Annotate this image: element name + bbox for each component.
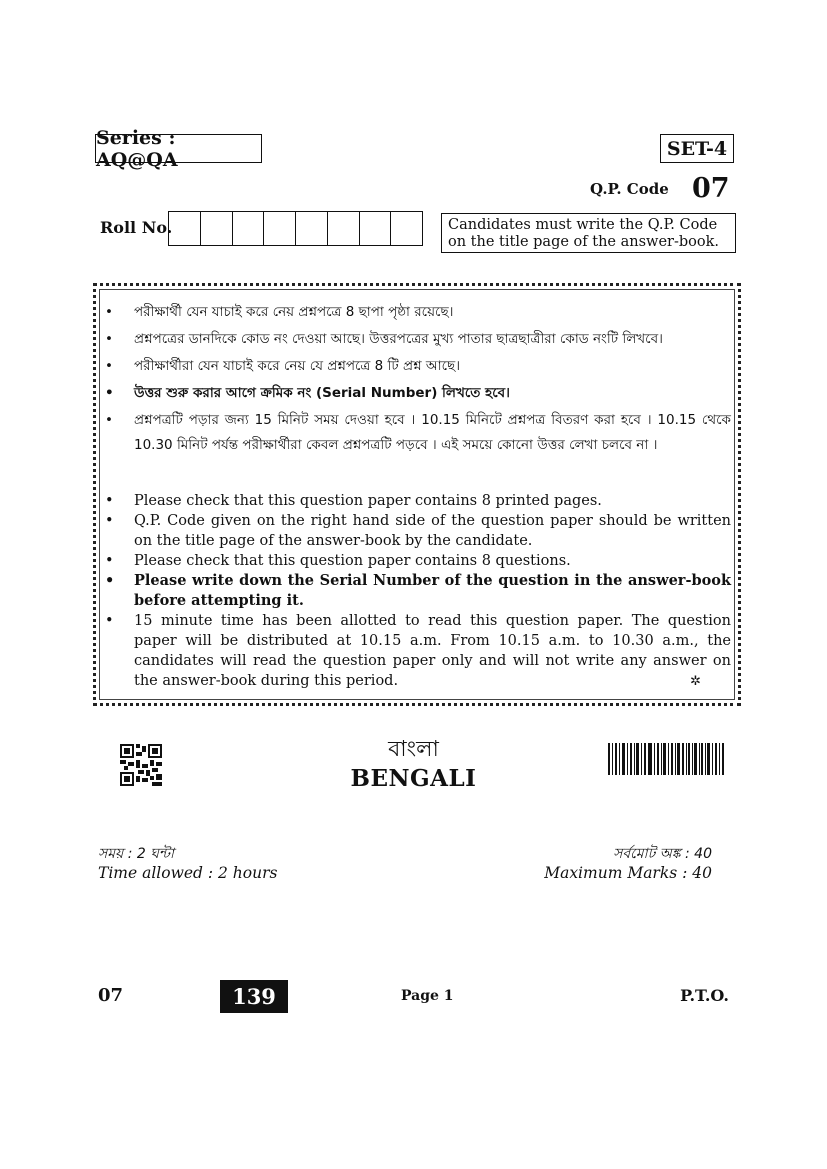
bullet-icon: • xyxy=(105,412,113,428)
roll-digit-box[interactable] xyxy=(201,212,233,245)
roll-number-label: Roll No. xyxy=(100,218,173,237)
qp-code-value: 07 xyxy=(692,173,730,204)
candidates-note: Candidates must write the Q.P. Code on the title page of the answer-book. xyxy=(441,213,736,253)
list-item: • পরীক্ষার্থী যেন যাচাই করে নেয় প্রশ্নপত্রে 8 ছাপা পৃষ্ঠা রয়েছে। xyxy=(105,300,731,325)
maximum-marks-bengali: সর্বমোট অঙ্ক : 40 xyxy=(613,846,712,862)
roll-number-field[interactable] xyxy=(168,211,423,246)
bullet-icon: • xyxy=(105,304,113,320)
roll-digit-box[interactable] xyxy=(233,212,265,245)
bullet-icon: • xyxy=(105,513,114,529)
bullet-icon: • xyxy=(105,572,115,589)
roll-digit-box[interactable] xyxy=(328,212,360,245)
roll-digit-box[interactable] xyxy=(169,212,201,245)
page-number: Page 1 xyxy=(401,988,454,1004)
english-instructions xyxy=(105,491,731,691)
list-item: • Please check that this question paper contains 8 questions. xyxy=(105,553,571,569)
bengali-instructions xyxy=(105,300,731,460)
roll-digit-box[interactable] xyxy=(296,212,328,245)
time-allowed-bengali: সময় : 2 ঘন্টা xyxy=(98,846,174,862)
bullet-icon: • xyxy=(105,358,113,374)
bullet-icon: • xyxy=(105,385,114,401)
time-allowed: Time allowed : 2 hours xyxy=(98,864,278,882)
list-item: • Q.P. Code given on the right hand side of the question paper should be written on the title page of the answer-book by the candidate. xyxy=(105,513,731,549)
list-item: • প্রশ্নপত্রের ডানদিকে কোড নং দেওয়া আছে। উত্তরপত্রের মুখ্য পাতার ছাত্রছাত্রীরা কোড নংটি লিখবে। xyxy=(105,327,731,352)
subject-title: BENGALI xyxy=(350,765,477,792)
subject-title-bengali: বাংলা xyxy=(388,737,439,762)
pto-label: P.T.O. xyxy=(680,986,729,1005)
list-item: • উত্তর শুরু করার আগে ক্রমিক নং (Serial Number) লিখতে হবে। xyxy=(105,381,731,406)
bullet-icon: • xyxy=(105,331,113,347)
set-label: SET-4 xyxy=(660,134,734,163)
footer-code: 07 xyxy=(98,985,124,1006)
list-item: • Please write down the Serial Number of the question in the answer-book before attempting it. xyxy=(105,572,731,609)
paper-number-badge: 139 xyxy=(220,980,288,1013)
qp-code-label: Q.P. Code xyxy=(590,180,669,198)
list-item: • পরীক্ষার্থীরা যেন যাচাই করে নেয় যে প্রশ্নপত্রে 8 টি প্রশ্ন আছে। xyxy=(105,354,731,379)
maximum-marks: Maximum Marks : 40 xyxy=(544,864,712,882)
bullet-icon: • xyxy=(105,553,114,569)
bullet-icon: • xyxy=(105,613,114,629)
end-star-icon: ✲ xyxy=(690,674,701,689)
roll-digit-box[interactable] xyxy=(264,212,296,245)
list-item: • প্রশ্নপত্রটি পড়ার জন্য 15 মিনিট সময় দেওয়া হবে । 10.15 মিনিটে প্রশ্নপত্র বিতরণ করা হবে । 10.15 থেকে 10.30 মিনিট পর্যন্ত পরীক্ষার্থীরা কেবল প্রশ্নপত্রটি পড়বে । এই সময়ে কোনো উত্তর লেখা চলবে না । xyxy=(105,408,731,458)
list-item: • 15 minute time has been allotted to read this question paper. The question paper will be distributed at 10.15 a.m. From 10.15 a.m. to 10.30 a.m., the candidates will read the question paper only and will not write any answer on the answer-book during this period. xyxy=(105,613,731,689)
bullet-icon: • xyxy=(105,493,114,509)
list-item: • Please check that this question paper contains 8 printed pages. xyxy=(105,493,602,509)
roll-digit-box[interactable] xyxy=(360,212,392,245)
roll-digit-box[interactable] xyxy=(391,212,422,245)
series-label: Series : AQ@QA xyxy=(95,134,262,163)
barcode-icon xyxy=(608,743,726,775)
